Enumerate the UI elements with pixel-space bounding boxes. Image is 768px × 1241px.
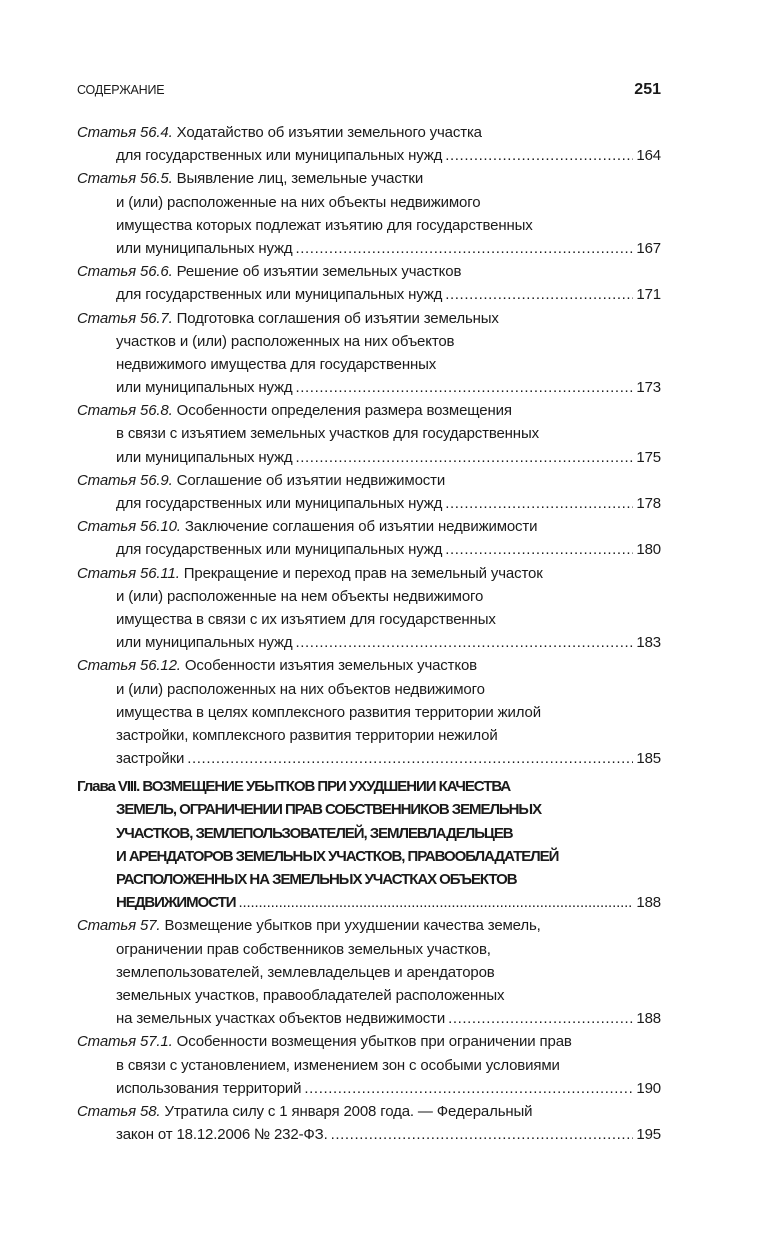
dot-leader — [296, 376, 634, 399]
toc-line-text — [116, 941, 491, 958]
toc-entry-title: Особенности возмещения убытков при ограничении прав — [176, 1033, 572, 1051]
toc-entry-title: закон от 18.12.2006 № 232-ФЗ. — [116, 1126, 328, 1144]
toc-line-text — [116, 237, 293, 260]
toc-line-text — [116, 446, 293, 469]
toc-line — [77, 678, 661, 701]
toc-line-text — [77, 402, 512, 419]
toc-entry-title: на земельных участках объектов недвижимости — [116, 1010, 446, 1028]
toc-page-number: 185 — [636, 750, 661, 768]
toc-line-text — [77, 472, 445, 489]
toc-line — [77, 144, 661, 167]
toc-entry-title: Решение об изъятии земельных участков — [176, 263, 462, 281]
toc-line-text — [116, 801, 541, 818]
toc-line — [77, 798, 661, 821]
toc-line — [77, 167, 661, 190]
toc-line-text — [77, 657, 477, 674]
toc-line-text — [116, 704, 541, 721]
dot-leader — [445, 283, 633, 306]
toc-entry-label: Статья 56.8. — [77, 402, 173, 420]
toc-article-entry — [77, 914, 661, 1030]
dot-leader — [445, 492, 633, 515]
toc-entry-label: Статья 56.4. — [77, 124, 173, 141]
toc-entry-title: и (или) расположенные на них объекты недвижимого — [116, 193, 481, 211]
toc-line — [77, 260, 661, 283]
toc-entry-title: Выявление лиц, земельные участки — [176, 170, 424, 188]
toc-line — [77, 631, 661, 654]
toc-line-text — [116, 1057, 560, 1074]
toc-line-text — [116, 987, 504, 1004]
toc-page-number: 180 — [636, 541, 661, 559]
toc-line — [77, 283, 661, 306]
toc-line — [77, 353, 661, 376]
toc-line — [77, 1100, 661, 1123]
toc-line — [77, 701, 661, 724]
toc-line — [77, 938, 661, 961]
toc-line — [77, 1030, 661, 1053]
toc-line — [77, 1123, 661, 1146]
toc-line — [77, 237, 661, 260]
toc-entry-title: или муниципальных нужд — [116, 448, 293, 466]
toc-line — [77, 330, 661, 353]
toc-line-text — [116, 681, 485, 698]
toc-page-number: 188 — [636, 894, 661, 912]
toc-line-text — [77, 778, 510, 795]
toc-line — [77, 307, 661, 330]
toc-entry-title: Возмещение убытков при ухудшении качества земель, — [164, 917, 541, 935]
toc-line-text — [116, 964, 495, 981]
toc-line-text — [77, 310, 499, 327]
toc-line-text — [116, 425, 539, 442]
toc-line — [77, 984, 661, 1007]
toc-line-text — [116, 376, 293, 399]
toc-line — [77, 515, 661, 538]
toc-article-entry — [77, 1100, 661, 1146]
toc-page-number: 167 — [636, 239, 661, 257]
dot-leader — [304, 1077, 633, 1100]
toc-entry-title: недвижимого имущества для государственных — [116, 355, 437, 373]
toc-page-number: 188 — [636, 1010, 661, 1028]
toc-line-text — [77, 518, 537, 535]
toc-line — [77, 376, 661, 399]
toc-entry-label: Статья 56.10. — [77, 518, 181, 536]
toc-line-text — [116, 611, 496, 628]
toc-entry-label: Статья 57.1. — [77, 1033, 173, 1051]
toc-article-entry — [77, 562, 661, 655]
toc-line-text — [77, 917, 541, 934]
toc-line — [77, 608, 661, 631]
dot-leader — [238, 891, 633, 914]
toc-line-text — [77, 124, 482, 141]
toc-line-text — [116, 538, 442, 561]
page-number: 251 — [634, 81, 661, 98]
toc-line — [77, 562, 661, 585]
toc-entry-title: имущества в связи с их изъятием для государственных — [116, 610, 496, 628]
toc-page-number: 175 — [636, 448, 661, 466]
toc-line — [77, 1007, 661, 1030]
toc-entry-title: и (или) расположенные на нем объекты недвижимого — [116, 587, 484, 605]
toc-entry-title: Соглашение об изъятии недвижимости — [176, 471, 446, 489]
toc-entry-label: Глава VIII. — [77, 778, 140, 796]
toc-line — [77, 961, 661, 984]
toc-line — [77, 422, 661, 445]
toc-entry-title: и (или) расположенных на них объектов недвижимого — [116, 680, 485, 698]
toc-entry-title: И АРЕНДАТОРОВ ЗЕМЕЛЬНЫХ УЧАСТКОВ, ПРАВООБЛАДАТЕЛЕЙ — [116, 847, 559, 865]
toc-entry-label: Статья 56.12. — [77, 657, 181, 675]
toc-line-text — [116, 891, 235, 914]
toc-line — [77, 868, 661, 891]
toc-page-number: 173 — [636, 379, 661, 397]
toc-line — [77, 191, 661, 214]
toc-entry-title: имущества которых подлежат изъятию для государственных — [116, 216, 533, 234]
toc-entry-title: в связи с изъятием земельных участков для государственных — [116, 425, 539, 443]
toc-line-text — [116, 631, 293, 654]
toc-entry-title: использования территорий — [116, 1079, 302, 1097]
dot-leader — [448, 1007, 633, 1030]
dot-leader — [296, 237, 634, 260]
toc-line — [77, 469, 661, 492]
toc-entry-label: Статья 56.7. — [77, 309, 173, 327]
toc-chapter-entry — [77, 775, 661, 914]
toc-line-text — [116, 333, 454, 350]
toc-line-text — [116, 1123, 328, 1146]
running-header-title: СОДЕРЖАНИЕ — [77, 83, 165, 97]
toc-entry-title: ЗЕМЕЛЬ, ОГРАНИЧЕНИИ ПРАВ СОБСТВЕННИКОВ ЗЕМЕЛЬНЫХ — [116, 801, 542, 819]
dot-leader — [445, 144, 633, 167]
toc-article-entry — [77, 1030, 661, 1100]
toc-entry-title: застройки — [116, 750, 185, 768]
toc-line-text — [116, 194, 480, 211]
toc-entry-title: ВОЗМЕЩЕНИЕ УБЫТКОВ ПРИ УХУДШЕНИИ КАЧЕСТВА — [142, 778, 511, 796]
toc-line-text — [116, 848, 558, 865]
toc-page-number: 164 — [636, 147, 661, 165]
toc-entry-label: Статья 56.5. — [77, 170, 173, 188]
toc-entry-title: землепользователей, землевладельцев и арендаторов — [116, 963, 495, 981]
toc-line-text — [116, 283, 442, 306]
toc-entry-title: Особенности изъятия земельных участков — [184, 657, 477, 675]
toc-article-entry — [77, 654, 661, 770]
toc-entry-title: Заключение соглашения об изъятии недвижимости — [184, 518, 538, 536]
dot-leader — [187, 747, 633, 770]
toc-line-text — [116, 747, 184, 770]
toc-line-text — [116, 1007, 445, 1030]
toc-entry-title: участков и (или) расположенных на них объектов — [116, 332, 455, 350]
toc-article-entry — [77, 260, 661, 306]
toc-line-text — [116, 217, 533, 234]
toc-entry-title: Утратила силу с 1 января 2008 года. — Федеральный — [164, 1102, 533, 1120]
toc-line-text — [116, 144, 442, 167]
dot-leader — [296, 446, 634, 469]
running-header — [77, 81, 661, 101]
toc-line-text — [116, 727, 498, 744]
dot-leader — [296, 631, 634, 654]
toc-page-number: 195 — [636, 1126, 661, 1144]
dot-leader — [445, 538, 633, 561]
toc-line — [77, 1054, 661, 1077]
toc-entry-label: Статья 56.6. — [77, 263, 173, 281]
toc-line — [77, 538, 661, 561]
toc-line — [77, 914, 661, 937]
toc-entry-title: в связи с установлением, изменением зон с особыми условиями — [116, 1056, 560, 1074]
toc-line — [77, 891, 661, 914]
toc-entry-title: НЕДВИЖИМОСТИ — [116, 894, 236, 912]
toc-entry-title: Подготовка соглашения об изъятии земельных — [176, 309, 499, 327]
toc-article-entry — [77, 167, 661, 260]
toc-line-text — [77, 170, 423, 187]
toc-entry-title: или муниципальных нужд — [116, 634, 293, 652]
toc-line-text — [77, 263, 461, 280]
toc-entry-title: для государственных или муниципальных нужд — [116, 147, 443, 165]
toc-entry-title: УЧАСТКОВ, ЗЕМЛЕПОЛЬЗОВАТЕЛЕЙ, ЗЕМЛЕВЛАДЕЛЬЦЕВ — [116, 824, 513, 842]
toc-entry-title: имущества в целях комплексного развития территории жилой — [116, 703, 541, 721]
toc-line — [77, 121, 661, 144]
toc-line — [77, 845, 661, 868]
toc-entry-title: для государственных или муниципальных нужд — [116, 286, 443, 304]
toc-line-text — [77, 565, 543, 582]
toc-line-text — [116, 871, 517, 888]
toc-article-entry — [77, 121, 661, 167]
toc-entry-title: или муниципальных нужд — [116, 239, 293, 257]
toc-entry-title: ограничении прав собственников земельных участков, — [116, 940, 491, 958]
toc-line — [77, 775, 661, 798]
toc-page-number: 171 — [636, 286, 661, 304]
toc-entry-title: или муниципальных нужд — [116, 379, 293, 397]
toc-line — [77, 492, 661, 515]
toc-line-text — [116, 492, 442, 515]
toc-line-text — [116, 356, 436, 373]
toc-line — [77, 724, 661, 747]
toc-line — [77, 822, 661, 845]
toc-line-text — [77, 1103, 532, 1120]
toc-entry-label: Статья 58. — [77, 1102, 161, 1120]
toc-entry-title: Ходатайство об изъятии земельного участка — [176, 124, 482, 141]
toc-article-entry — [77, 399, 661, 469]
toc-article-entry — [77, 307, 661, 400]
table-of-contents — [77, 121, 661, 1146]
toc-line — [77, 399, 661, 422]
toc-entry-title: РАСПОЛОЖЕННЫХ НА ЗЕМЕЛЬНЫХ УЧАСТКАХ ОБЪЕКТОВ — [116, 871, 517, 888]
toc-line — [77, 747, 661, 770]
toc-entry-title: Прекращение и переход прав на земельный участок — [183, 564, 543, 582]
toc-entry-label: Статья 56.11. — [77, 564, 180, 582]
toc-line — [77, 446, 661, 469]
toc-line — [77, 214, 661, 237]
toc-line-text — [116, 825, 513, 842]
toc-entry-label: Статья 56.9. — [77, 471, 173, 489]
toc-entry-title: для государственных или муниципальных нужд — [116, 495, 443, 512]
dot-leader — [331, 1123, 634, 1146]
toc-entry-label: Статья 57. — [77, 917, 161, 935]
toc-line-text — [116, 1077, 301, 1100]
toc-line-text — [77, 1033, 572, 1050]
toc-article-entry — [77, 515, 661, 561]
toc-page-number: 183 — [636, 634, 661, 652]
toc-article-entry — [77, 469, 661, 515]
toc-line — [77, 1077, 661, 1100]
toc-entry-title: Особенности определения размера возмещения — [176, 402, 512, 420]
toc-line-text — [116, 588, 483, 605]
toc-page-number: 190 — [636, 1079, 661, 1097]
toc-entry-title: для государственных или муниципальных нужд — [116, 541, 443, 559]
toc-entry-title: застройки, комплексного развития территории нежилой — [116, 726, 498, 744]
toc-page-number: 178 — [636, 495, 661, 512]
toc-line — [77, 654, 661, 677]
toc-entry-title: земельных участков, правообладателей расположенных — [116, 986, 505, 1004]
toc-line — [77, 585, 661, 608]
